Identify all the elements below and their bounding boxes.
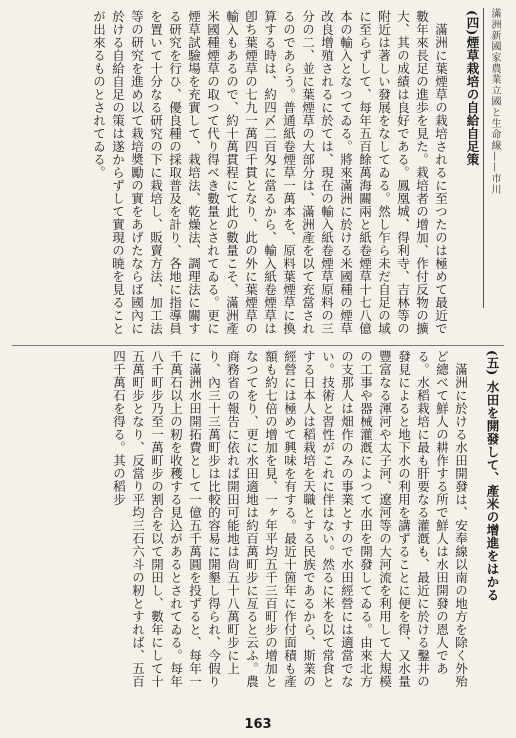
paragraph-tobacco: 滿洲に葉煙草の栽培されるに至つたのは極めて最近で數年來長足の進歩を見た。栽培者の增加、作付反物の擴大、其の成績は良好である。鳳凰城、得利寺、吉林等の附近は著しい發展をなしてゐる。然し乍ら未だ自足の域に至らずして、每年五百餘萬海關兩と紙卷煙草十七八億本の輸入となつてゐる。將來滿洲に於ける米國種の煙草改良增殖されるに於ては、現在の輸入紙卷煙草原料の三分の二、並に葉煙草の大部分は、滿洲產を以て充當されるのであらう。普通紙卷煙草一萬本を、原料葉煙草に換算する時は、約四〆二百匁に當るから、輸入紙卷煙草は卽ち葉煙草の七九一萬四千貫となり、此の外に葉煙草の輸入もあるので、約十萬貫程にて此の數量こそ、滿洲產米國種煙草の取つて代り得べき數量とされてゐる。更に煙草試驗場を充實して、栽培法、乾燥法、調理法に關する研究を行ひ、優良種の採取普及を計り、各地に指導員を置いて十分なる研究の下に栽培し、販賣方法、加工法等の研究を進め以て栽培奬勵の實をあげたならば國內に於ける自給自足の策は遂からずして實現の暁を見ることが出來るものとされてゐる。 — [91, 10, 449, 335]
section-heading-paddy: (五) 水田を開發して、產米の增進をはかる — [485, 350, 500, 602]
paragraph-paddy: 滿洲に於ける水田開發は、安奉線以南の地方を除く外殆ど總べて鮮人の耕作する所で鮮人は水田開發の恩人である。水稻栽培に最も肝要なる灌漑も、最近に於ける鑿井の發見によると地下水の利用を講ずることに便を得、又水量豐富なる渾河や太子河、遼河等の大河流を利用して大規模の工事や器械灌漑によつて水田を開發してゐる。由來北方の支那人は畑作のみの事業とすので水田經營には適當でない。技術と習性がこれに伴はない。然るに米を以て常食とする日本人は稻栽培を天職とする民族であるから、斯業の經營には極めて興味を有する。最近十箇年に作付面積も產額も約七倍の增加を見、一ヶ年平均五千三百町步の增加となつてをり、更に水田適地は約百萬町步に亙ると云ふ。農商務省の報告に依れば開田可能地は尙五十八萬町步に上り、內三十三萬町步は比較的容易に開墾し得られ、今假りに滿洲水田開拓費として一億五千萬圓を投ずると、每年一千萬石以上の籾を收穫する見込があるとされてゐる。每年八千町步乃至一萬町步の割合を以て開田し、數年にして十五萬町步となり、反當り平均三石六斗の籾とすれば、五百四千萬石を得る。其の稻步 — [111, 350, 469, 688]
section-tobacco — [12, 10, 482, 345]
running-head: 滿洲新國家農業立國と生命線——市川 — [489, 8, 500, 195]
section-paddy — [12, 350, 502, 700]
header-rule — [483, 8, 484, 308]
section-divider — [12, 345, 504, 346]
page-number: 163 — [244, 717, 272, 732]
section-heading-tobacco: (四)煙草栽培の自給自足策 — [465, 10, 480, 166]
